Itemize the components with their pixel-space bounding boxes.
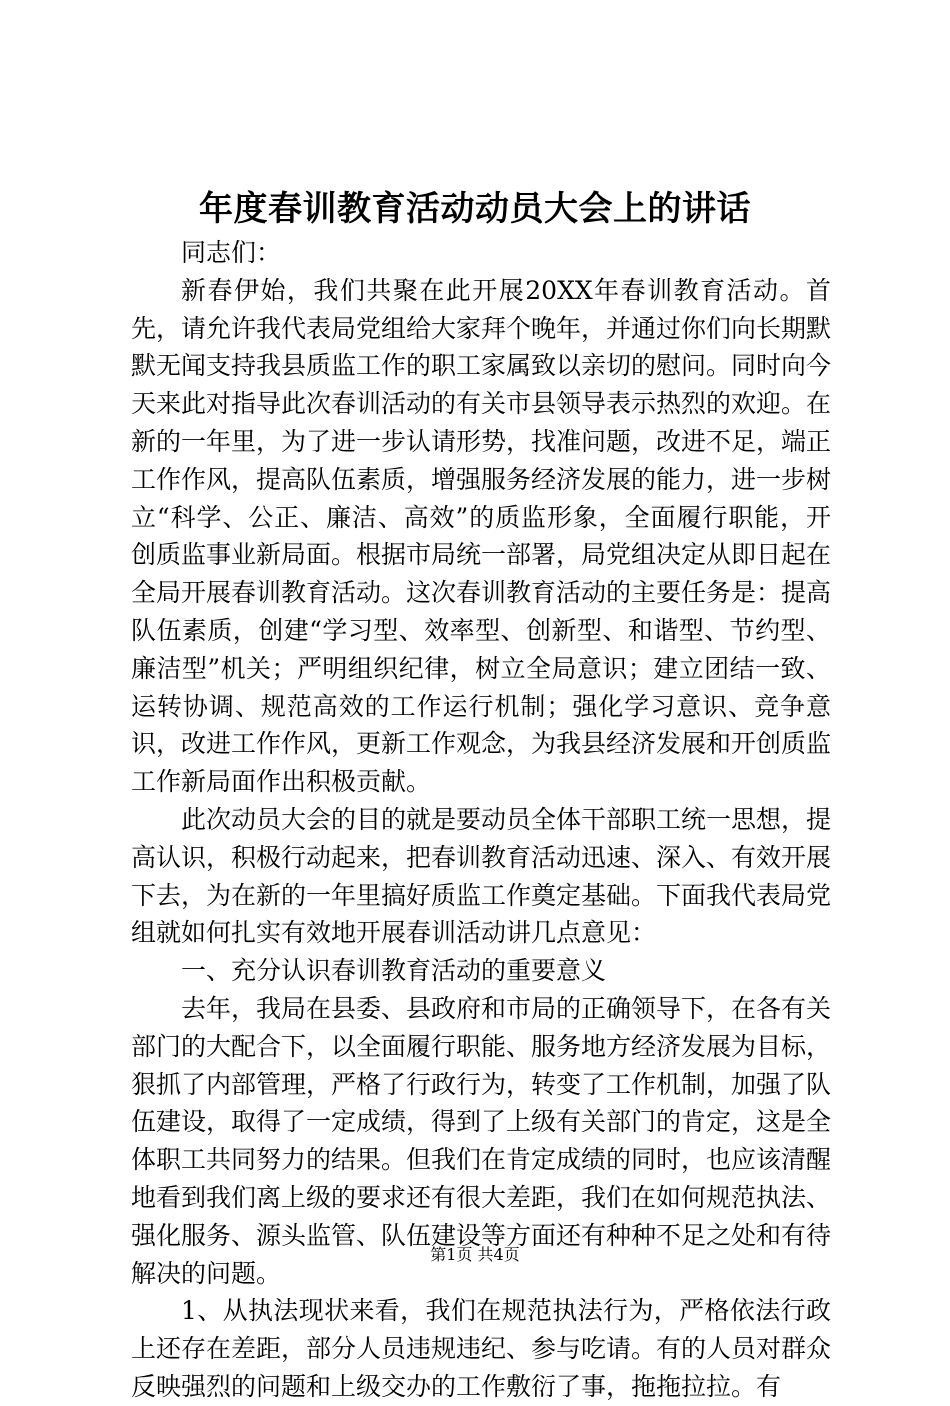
- document-body: [131, 234, 831, 1406]
- paragraph-review: 去年，我局在县委、县政府和市局的正确领导下，在各有关部门的大配合下，以全面履行职能、服务地方经济发展为目标，狠抓了内部管理，严格了行政行为，转变了工作机制，加强了队伍建设，取得了一定成绩，得到了上级有关部门的肯定，这是全体职工共同努力的结果。但我们在肯定成绩的同时，也应该清醒地看到我们离上级的要求还有很大差距，我们在如何规范执法、强化服务、源头监管、队伍建设等方面还有种种不足之处和有待解决的问题。: [131, 993, 832, 1288]
- document-title: 年度春训教育活动动员大会上的讲话: [199, 189, 751, 229]
- salutation: 同志们：: [181, 238, 282, 267]
- section-heading: 一、充分认识春训教育活动的重要意义: [181, 956, 607, 986]
- page-footer: 第1页 共4页: [430, 1245, 520, 1264]
- paragraph-opening: 新春伊始，我们共聚在此开展20XX年春训教育活动。首先，请允许我代表局党组给大家拜个晚年，并通过你们向长期默默无闻支持我县质监工作的职工家属致以亲切的慰问。同时向今天来此对指导此次春训活动的有关市县领导表示热烈的欢迎。在新的一年里，为了进一步认请形势，找准问题，改进不足，端正工作作风，提高队伍素质，增强服务经济发展的能力，进一步树立“科学、公正、廉洁、高效”的质监形象，全面履行职能，开创质监事业新局面。根据市局统一部署，局党组决定从即日起在全局开展春训教育活动。这次春训教育活动的主要任务是：提高队伍素质，创建“学习型、效率型、创新型、和谐型、节约型、廉洁型”机关；严明组织纪律，树立全局意识；建立团结一致、运转协调、规范高效的工作运行机制；强化学习意识、竞争意识，改进工作作风，更新工作观念，为我县经济发展和开创质监工作新局面作出积极贡献。: [131, 275, 832, 797]
- paragraph-purpose: 此次动员大会的目的就是要动员全体干部职工统一思想，提高认识，积极行动起来，把春训教育活动迅速、深入、有效开展下去，为在新的一年里搞好质监工作奠定基础。下面我代表局党组就如何扎实有效地开展春训活动讲几点意见：: [131, 804, 832, 948]
- paragraph-point-1: 1、从执法现状来看，我们在规范执法行为，严格依法行政上还存在差距，部分人员违规违纪、参与吃请。有的人员对群众反映强烈的问题和上级交办的工作敷衍了事，拖拖拉拉。有: [131, 1296, 832, 1401]
